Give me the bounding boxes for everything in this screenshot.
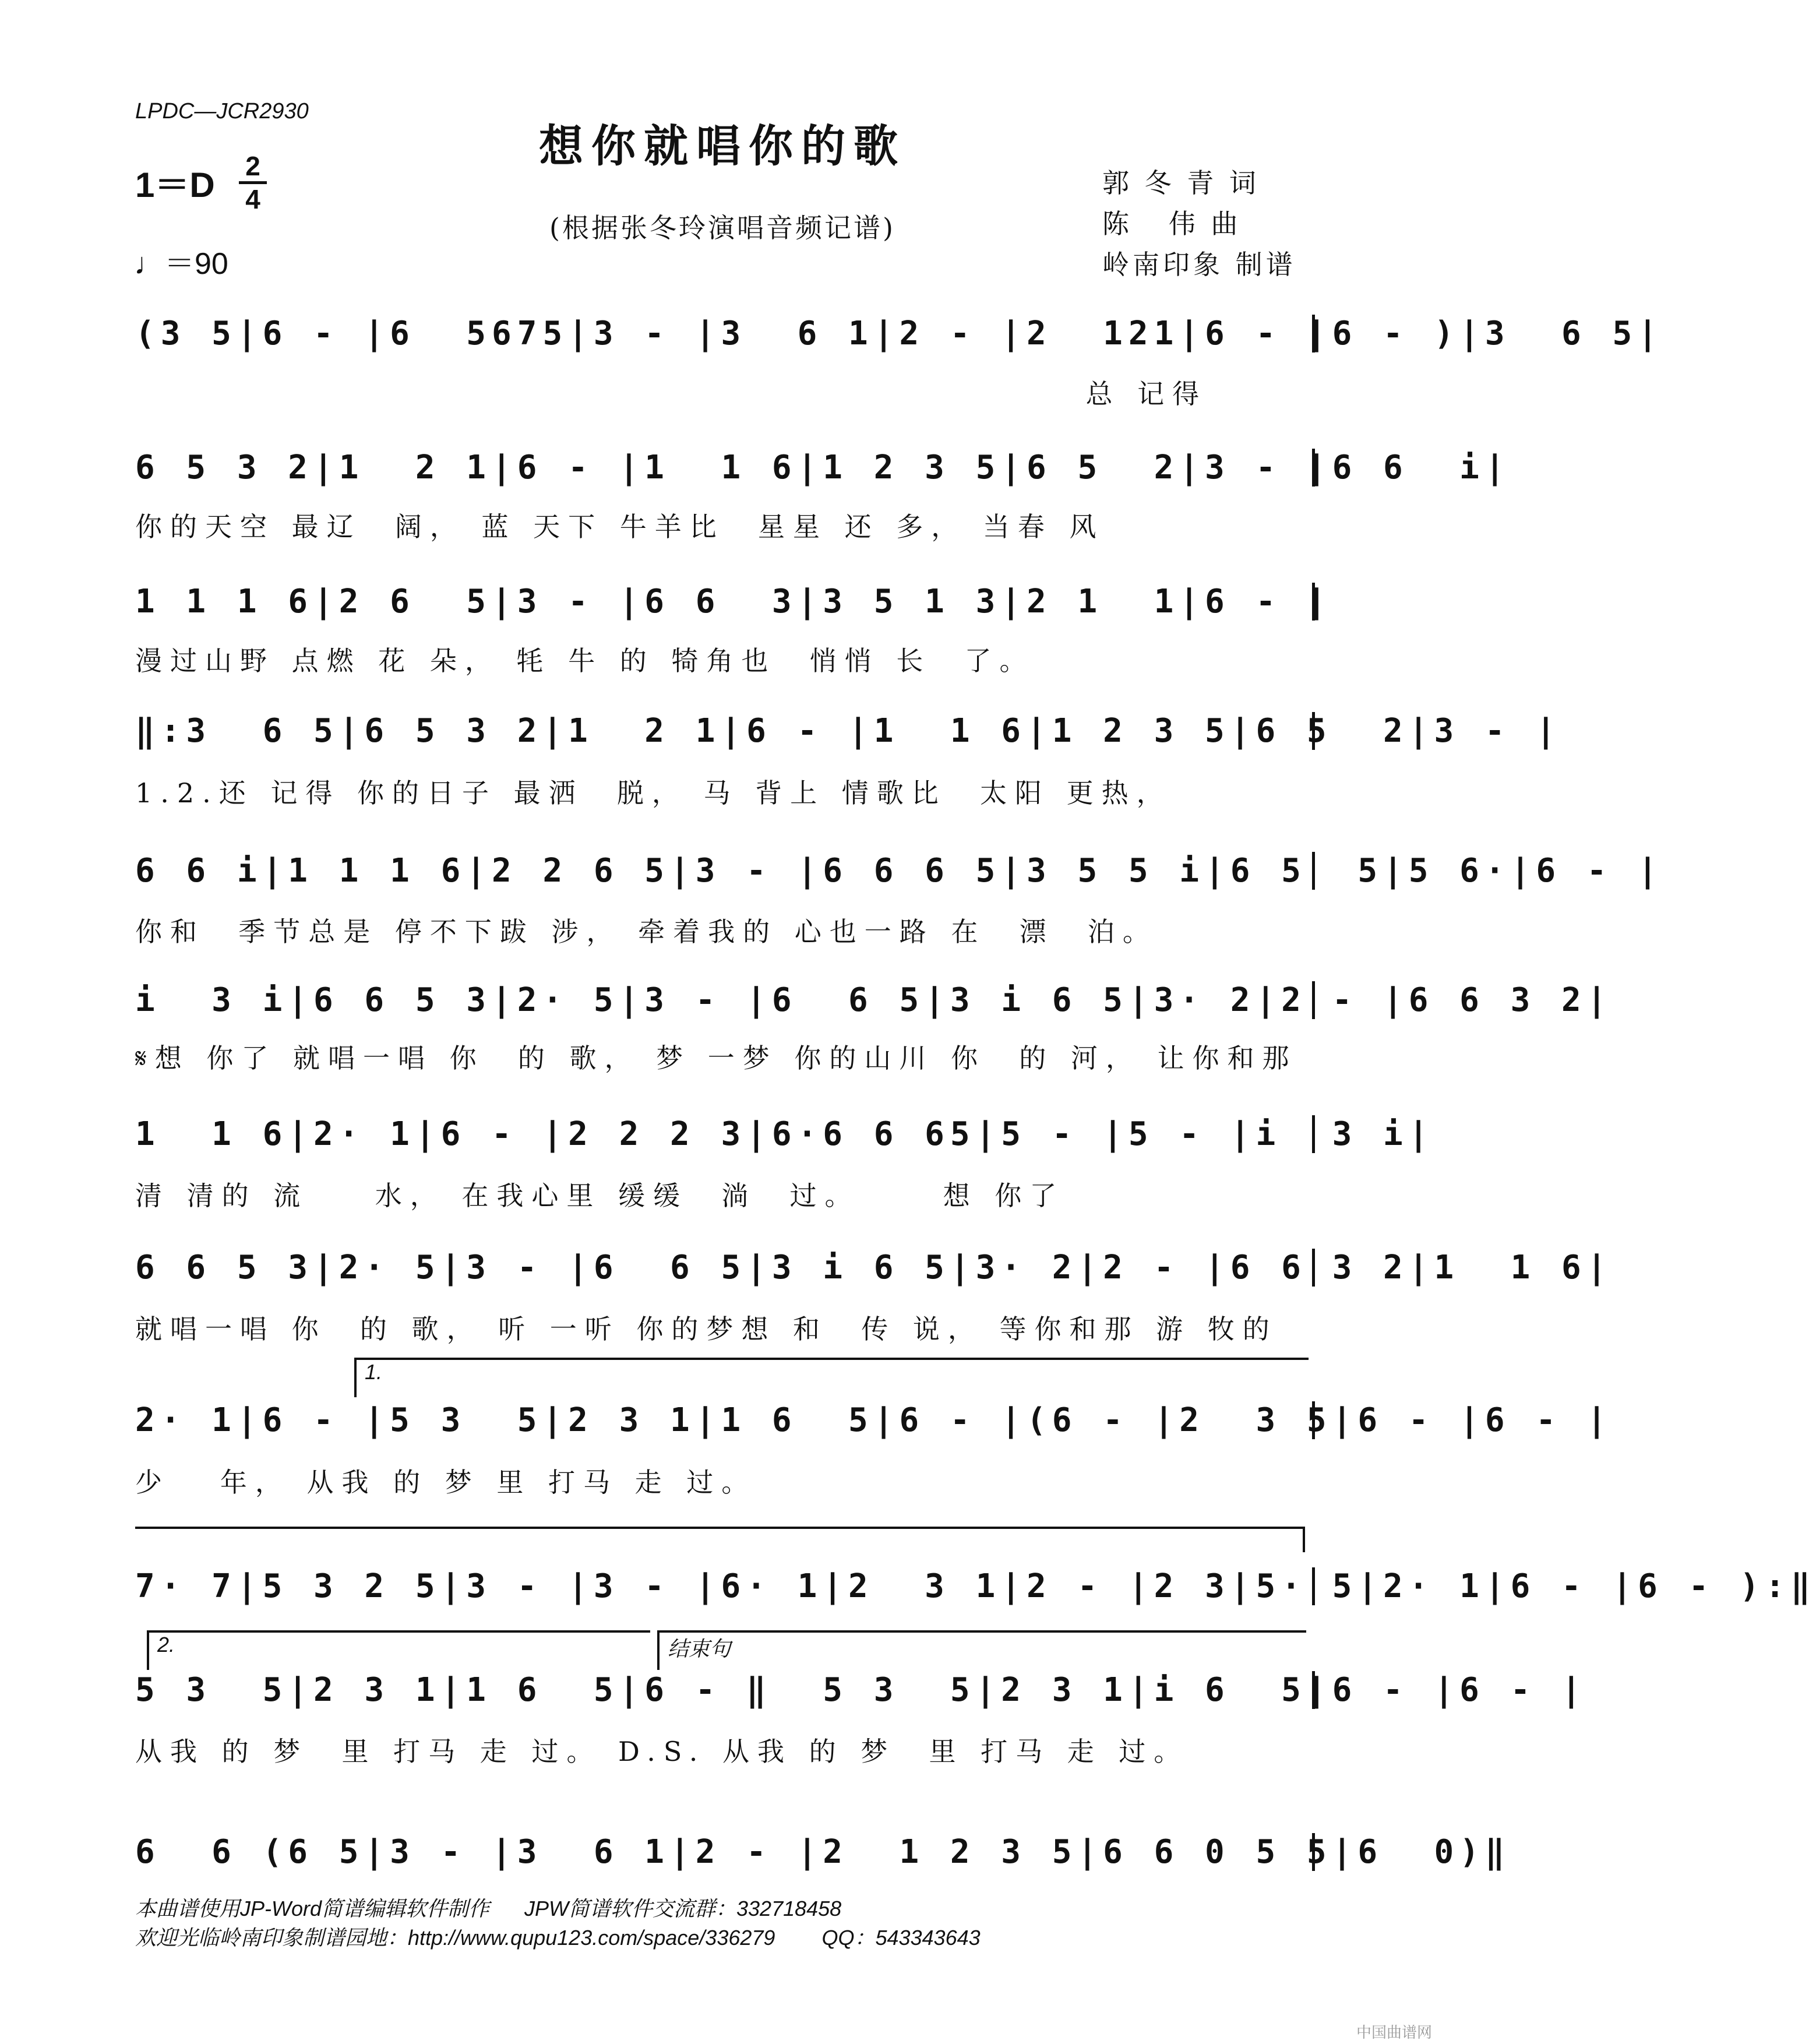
footer-credit-line: 本曲谱使用JP-Word简谱编辑软件制作 JPW简谱软件交流群：332718458 — [135, 1897, 842, 1920]
coda-bracket: 结束句 — [657, 1630, 1306, 1670]
first-ending-continuation — [135, 1527, 1305, 1552]
score-system-2: 6 5 3 2|1 2 1|6 - |1 1 6|1 2 3 5|6 5 2|3 - |6 6 i| — [135, 449, 1511, 487]
lyric-line-4: 1.2.还 记得 你的日子 最洒 脱， 马 背上 情歌比 太阳 更热， — [135, 777, 1172, 809]
lyric-line-5: 你和 季节总是 停不下跋 涉， 牵着我的 心也一路 在 漂 泊。 — [135, 916, 1158, 947]
lyric-line-1: 总 记得 — [135, 378, 1208, 410]
score-system-9: 2· 1|6 - |5 3 5|2 3 1|1 6 5|6 - |(6 - |2 3 5|6 - |6 - | — [135, 1401, 1613, 1439]
lyric-line-9: 少 年， 从我 的 梦 里 打马 走 过。 — [135, 1467, 757, 1498]
lyric-line-3: 漫过山野 点燃 花 朵， 牦 牛 的 犄角也 悄悄 长 了。 — [135, 645, 1035, 676]
score-system-10: 7· 7|5 3 2 5|3 - |3 - |6· 1|2 3 1|2 - |2 3|5· 5|2· 1|6 - |6 - ):‖ — [135, 1567, 1816, 1605]
score-system-4: ‖:3 6 5|6 5 3 2|1 2 1|6 - |1 1 6|1 2 3 5|6 5 2|3 - | — [135, 712, 1562, 750]
watermark-logo: 中国曲谱网 — [1356, 2024, 1432, 2042]
score-system-7: 1 1 6|2· 1|6 - |2 2 2 3|6·6 6 65|5 - |5 - |i 3 i| — [135, 1115, 1434, 1153]
score-system-3: 1 1 1 6|2 6 5|3 - |6 6 3|3 5 1 3|2 1 1|6 - | — [135, 583, 1332, 621]
footer-website-line: 欢迎光临岭南印象制谱园地：http://www.qupu123.com/space/336279 QQ：543343643 — [135, 1926, 981, 1950]
lyric-line-7: 清 清的 流 水， 在我心里 缓缓 淌 过。 想 你了 — [135, 1180, 1065, 1211]
score-system-8: 6 6 5 3|2· 5|3 - |6 6 5|3 i 6 5|3· 2|2 - |6 6 3 2|1 1 6| — [135, 1249, 1613, 1287]
time-signature — [239, 153, 267, 213]
score-code: LPDC—JCR2930 — [135, 99, 309, 124]
score-system-11: 5 3 5|2 3 1|1 6 5|6 - ‖ 5 3 5|2 3 1|i 6 5|6 - |6 - | — [135, 1671, 1587, 1709]
lyric-line-11: 从我 的 梦 里 打马 走 过。 D.S. 从我 的 梦 里 打马 走 过。 — [135, 1736, 1189, 1767]
lyric-line-8: 就唱一唱 你 的 歌， 听 一听 你的梦想 和 传 说， 等你和那 游 牧的 — [135, 1313, 1278, 1345]
score-system-1: (3 5|6 - |6 5675|3 - |3 6 1|2 - |2 121|6 - |6 - )|3 6 5| — [135, 315, 1663, 353]
first-ending-bracket: 1. — [354, 1358, 1309, 1397]
lyric-line-2: 你的天空 最辽 阔， 蓝 天下 牛羊比 星星 还 多， 当春 风 — [135, 511, 1105, 542]
tempo-mark: ♩＝90 — [134, 247, 228, 281]
score-system-12: 6 6 (6 5|3 - |3 6 1|2 - |2 1 2 3 5|6 6 0 5 5|6 0)‖ — [135, 1833, 1511, 1871]
time-signature-bottom: 4 — [245, 184, 260, 214]
song-subtitle: (根据张冬玲演唱音频记谱) — [549, 212, 895, 244]
song-title: 想你就唱你的歌 — [539, 120, 906, 172]
time-signature-top: 2 — [245, 151, 260, 181]
lyricist-credit: 郭 冬 青 词 — [1102, 167, 1260, 199]
lyric-line-6: 𝄋想 你了 就唱一唱 你 的 歌， 梦 一梦 你的山川 你 的 河， 让你和那 — [135, 1042, 1297, 1074]
arranger-credit: 岭南印象 制谱 — [1102, 249, 1296, 280]
composer-credit: 陈 伟 曲 — [1102, 208, 1242, 239]
second-ending-bracket: 2. — [147, 1630, 650, 1670]
key-signature: 1＝D — [135, 165, 215, 205]
score-system-5: 6 6 i|1 1 1 6|2 2 6 5|3 - |6 6 6 5|3 5 5 i|6 5 5|5 6·|6 - | — [135, 852, 1663, 890]
score-system-6: i 3 i|6 6 5 3|2· 5|3 - |6 6 5|3 i 6 5|3· 2|2 - |6 6 3 2| — [135, 981, 1613, 1019]
